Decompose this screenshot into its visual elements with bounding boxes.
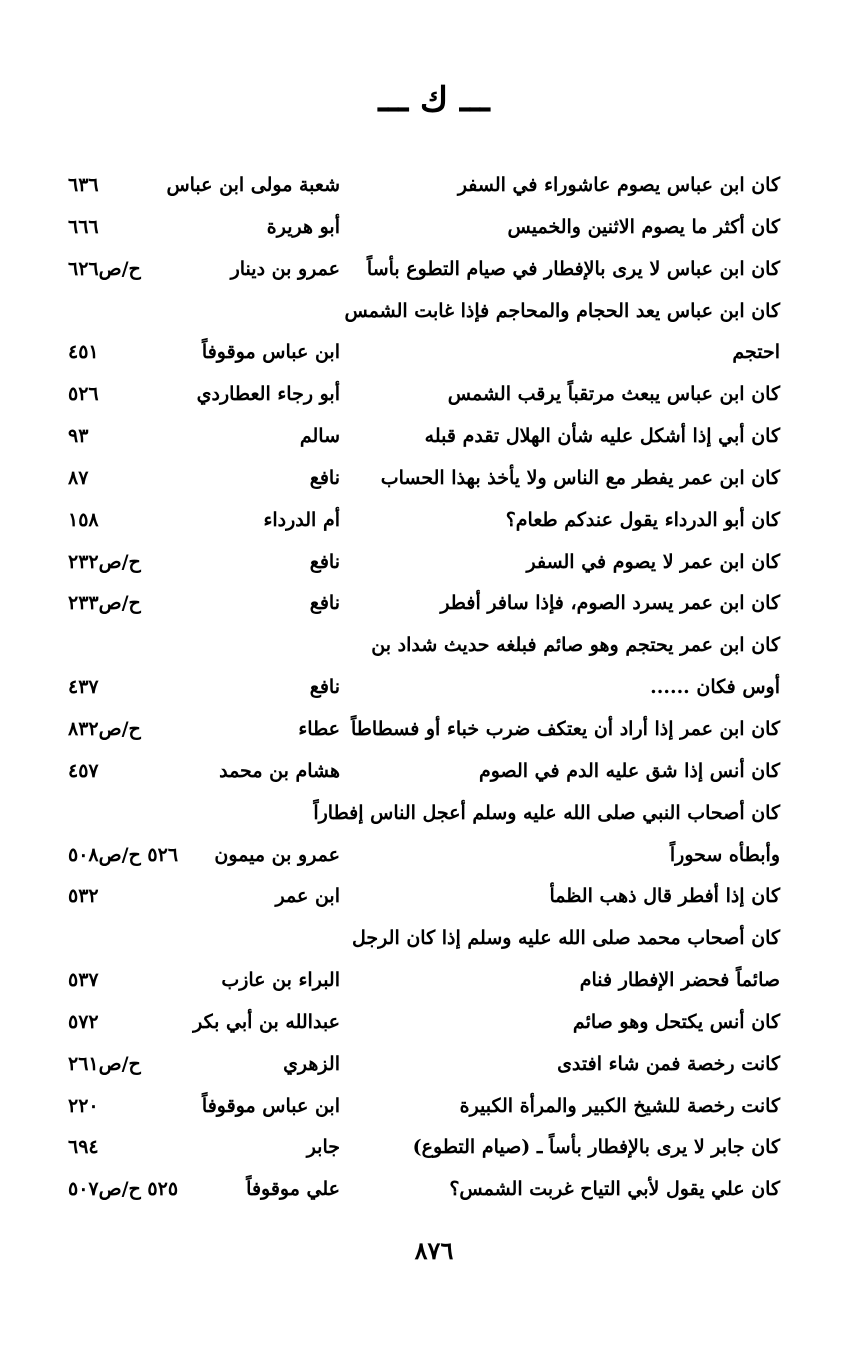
reference-number: ٩٣ (68, 425, 89, 448)
hadith-text: كان ابن عمر يفطر مع الناس ولا يأخذ بهذا الحساب (380, 466, 780, 489)
narrator: الزهري (283, 1052, 340, 1075)
narrator: البراء بن عازب (221, 969, 340, 992)
index-entry (0, 294, 868, 336)
hadith-text: كان ابن عمر إذا أراد أن يعتكف ضرب خباء أو فسطاطاً (350, 717, 780, 740)
index-entry (0, 252, 868, 294)
hadith-text: كان ابن عباس يبعث مرتقباً يرقب الشمس (447, 383, 780, 406)
index-entry (0, 712, 868, 754)
hadith-text: كان أصحاب النبي صلى الله عليه وسلم أعجل الناس إفطاراً (313, 801, 780, 824)
narrator: ابن عباس موقوفاً (201, 1094, 340, 1117)
narrator: جابر (306, 1136, 340, 1159)
reference-number: ٦٩٤ (68, 1136, 99, 1159)
reference-number: ١٥٨ (68, 508, 99, 531)
narrator: عطاء (298, 717, 340, 740)
reference-number: ح/ص٢٣٣ (68, 592, 141, 615)
index-entry (0, 754, 868, 796)
narrator: نافع (309, 592, 340, 615)
hadith-text: احتجم (732, 341, 780, 364)
narrator: أبو هريرة (266, 215, 340, 238)
index-entry (0, 586, 868, 628)
index-entry (0, 796, 868, 838)
hadith-text: كان جابر لا يرى بالإفطار بأساً ـ (صيام التطوع) (412, 1136, 780, 1159)
index-entry (0, 1172, 868, 1214)
hadith-text: كان أنس يكتحل وهو صائم (572, 1010, 780, 1033)
index-entry (0, 1005, 868, 1047)
narrator: عمرو بن ميمون (214, 843, 340, 866)
reference-number: ٤٣٧ (68, 676, 99, 699)
reference-number: ٦٣٦ (68, 174, 99, 196)
hadith-text: صائماً فحضر الإفطار فنام (579, 969, 780, 992)
index-entry (0, 503, 868, 545)
hadith-text: كان ابن عمر لا يصوم في السفر (526, 550, 780, 573)
index-entry (0, 545, 868, 587)
narrator: عبدالله بن أبي بكر (193, 1010, 340, 1033)
page-number: ٨٧٦ (414, 1236, 454, 1265)
hadith-text: كان أصحاب محمد صلى الله عليه وسلم إذا كان الرجل (352, 927, 780, 950)
hadith-text: كان إذا أفطر قال ذهب الظمأ (549, 885, 780, 908)
index-entry (0, 461, 868, 503)
narrator: عمرو بن دينار (230, 257, 340, 280)
hadith-text: أوس فكان ...... (650, 676, 780, 699)
hadith-text: كان أنس إذا شق عليه الدم في الصوم (478, 759, 780, 782)
hadith-text: كانت رخصة فمن شاء افتدى (557, 1052, 780, 1075)
hadith-text: كانت رخصة للشيخ الكبير والمرأة الكبيرة (459, 1094, 780, 1117)
reference-number: ٥٢٥ ح/ص٥٠٧ (68, 1178, 179, 1201)
index-entry (0, 628, 868, 670)
reference-number: ٦٦٦ (68, 215, 99, 238)
index-entry (0, 1130, 868, 1172)
index-entry (0, 670, 868, 712)
narrator: هشام بن محمد (219, 759, 340, 782)
index-list (0, 168, 868, 1214)
narrator: نافع (309, 466, 340, 489)
index-entry (0, 1089, 868, 1131)
index-entry (0, 838, 868, 880)
hadith-text: كان ابن عمر يسرد الصوم، فإذا سافر أفطر (440, 592, 780, 615)
index-entry (0, 921, 868, 963)
index-entry (0, 879, 868, 921)
reference-number: ٥٢٦ (68, 383, 99, 406)
narrator: أبو رجاء العطاردي (196, 383, 340, 406)
index-entry (0, 963, 868, 1005)
reference-number: ٥٣٢ (68, 885, 99, 908)
narrator: أم الدرداء (263, 508, 340, 531)
narrator: نافع (309, 676, 340, 699)
reference-number: ٥٢٦ ح/ص٥٠٨ (68, 843, 179, 866)
section-letter-heading: ـــ ك ـــ (378, 80, 490, 120)
narrator: علي موقوفاً (246, 1178, 340, 1201)
narrator: نافع (309, 550, 340, 573)
reference-number: ٤٥١ (68, 341, 99, 364)
narrator: ابن عباس موقوفاً (201, 341, 340, 364)
index-entry (0, 210, 868, 252)
reference-number: ح/ص٢٦١ (68, 1052, 141, 1075)
index-entry (0, 168, 868, 210)
reference-number: ٥٣٧ (68, 969, 99, 992)
hadith-text: كان ابن عباس يعد الحجام والمحاجم فإذا غابت الشمس (344, 299, 780, 322)
index-entry (0, 335, 868, 377)
hadith-text: كان أبي إذا أشكل عليه شأن الهلال تقدم قبله (424, 425, 780, 448)
index-entry (0, 377, 868, 419)
hadith-text: كان ابن عباس يصوم عاشوراء في السفر (457, 174, 780, 196)
reference-number: ٥٧٢ (68, 1010, 99, 1033)
reference-number: ٢٢٠ (68, 1094, 99, 1117)
hadith-text: كان ابن عباس لا يرى بالإفطار في صيام التطوع بأساً (366, 257, 780, 280)
hadith-text: كان أكثر ما يصوم الاثنين والخميس (507, 215, 780, 238)
reference-number: ح/ص٨٣٢ (68, 717, 141, 740)
index-entry (0, 419, 868, 461)
hadith-text: كان علي يقول لأبي التياح غربت الشمس؟ (449, 1178, 780, 1201)
reference-number: ٤٥٧ (68, 759, 99, 782)
hadith-text: كان ابن عمر يحتجم وهو صائم فبلغه حديث شداد بن (371, 634, 780, 657)
reference-number: ح/ص٢٣٢ (68, 550, 141, 573)
hadith-text: وأبطأه سحوراً (669, 843, 780, 866)
narrator: سالم (299, 425, 340, 448)
reference-number: ٨٧ (68, 466, 89, 489)
narrator: شعبة مولى ابن عباس (166, 174, 340, 196)
narrator: ابن عمر (275, 885, 340, 908)
hadith-text: كان أبو الدرداء يقول عندكم طعام؟ (505, 508, 780, 531)
reference-number: ح/ص٦٢٦ (68, 257, 141, 280)
index-entry (0, 1047, 868, 1089)
